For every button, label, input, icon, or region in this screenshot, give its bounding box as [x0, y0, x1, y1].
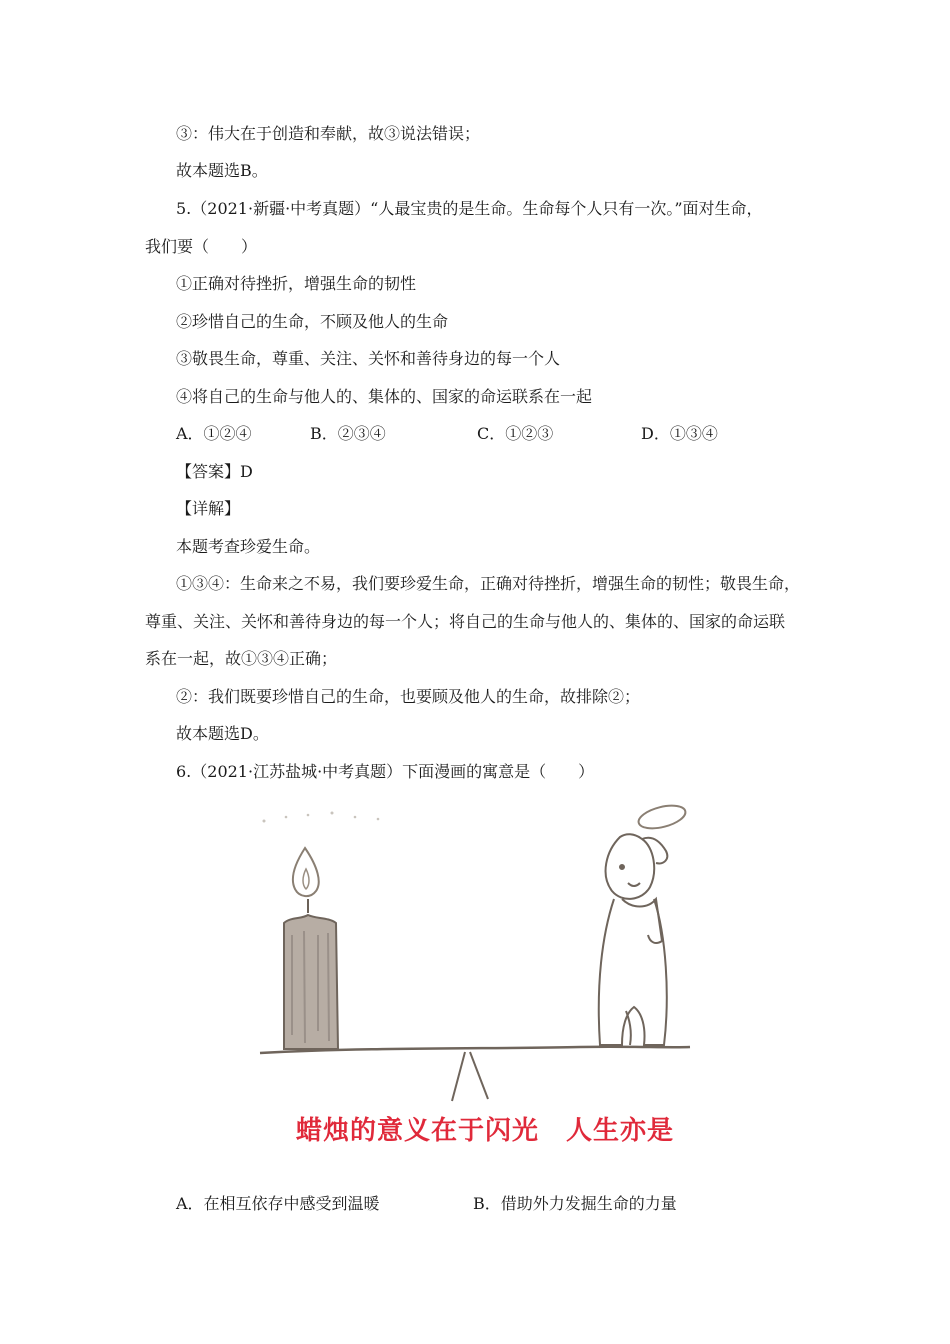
sparkle-dots	[263, 812, 380, 823]
q5-detail-line-1: ①③④：生命来之不易，我们要珍爱生命，正确对待挫折，增强生命的韧性；敬畏生命，	[176, 574, 801, 593]
q5-answer: 【答案】D	[176, 462, 253, 481]
q5-detail-line-3: 系在一起，故①③④正确；	[145, 649, 338, 668]
q5-option-a: A．①②④	[176, 424, 252, 443]
q5-conclusion: 故本题选D。	[176, 724, 269, 743]
q5-stem-line-2: 我们要（ ）	[145, 237, 258, 256]
q4-conclusion: 故本题选B。	[176, 161, 268, 180]
seesaw-fulcrum	[452, 1052, 488, 1101]
cartoon-caption: 蜡烛的意义在于闪光 人生亦是	[295, 1116, 674, 1146]
q5-item-2: ②珍惜自己的生命，不顾及他人的生命	[176, 312, 449, 331]
q6-option-b: B．借助外力发掘生命的力量	[473, 1194, 677, 1213]
q5-option-d: D．①③④	[641, 424, 718, 443]
person-halo	[636, 801, 687, 832]
cartoon-illustration	[250, 795, 720, 1170]
candle-flame	[293, 848, 319, 913]
q5-item-1: ①正确对待挫折，增强生命的韧性	[176, 274, 417, 293]
q5-detail-heading: 【详解】	[176, 499, 241, 518]
q5-option-c: C．①②③	[477, 424, 554, 443]
q5-option-b: B．②③④	[310, 424, 386, 443]
q4-detail-line-3: ③：伟大在于创造和奉献，故③说法错误；	[176, 124, 481, 143]
q5-stem-line-1: 5.（2021·新疆·中考真题）“人最宝贵的是生命。生命每个人只有一次。”面对生命，	[176, 199, 763, 218]
q6-option-a: A．在相互依存中感受到温暖	[176, 1194, 380, 1213]
person-figure	[599, 834, 668, 1045]
cartoon-drawing	[250, 795, 720, 1105]
q6-stem: 6.（2021·江苏盐城·中考真题）下面漫画的寓意是（ ）	[176, 762, 595, 781]
q5-item-3: ③敬畏生命，尊重、关注、关怀和善待身边的每一个人	[176, 349, 561, 368]
candle-body	[284, 915, 338, 1049]
q5-item-4: ④将自己的生命与他人的、集体的、国家的命运联系在一起	[176, 387, 593, 406]
q5-detail-line-2: 尊重、关注、关怀和善待身边的每一个人；将自己的生命与他人的、集体的、国家的命运联	[145, 612, 786, 631]
q5-detail-line-4: ②：我们既要珍惜自己的生命，也要顾及他人的生命，故排除②；	[176, 687, 641, 706]
q5-detail-intro: 本题考查珍爱生命。	[176, 537, 321, 556]
